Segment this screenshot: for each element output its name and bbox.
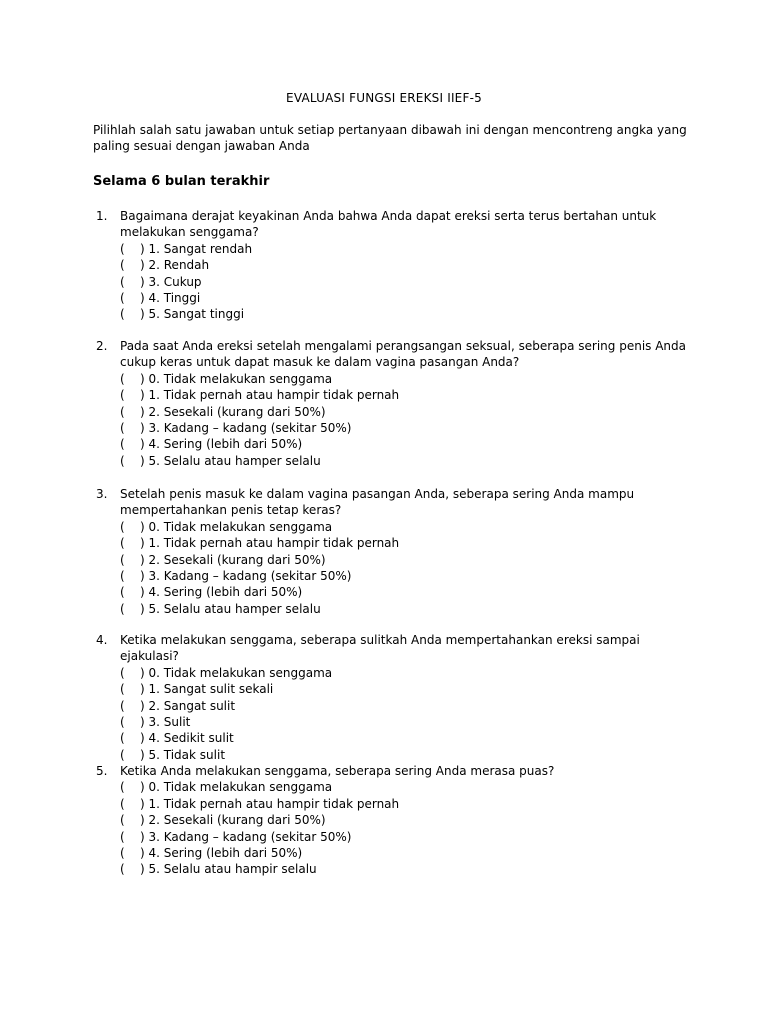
checkbox-paren[interactable]: ( (120, 241, 125, 256)
checkbox-paren[interactable]: ( (120, 536, 125, 551)
option-label: ) 3. Kadang – kadang (sekitar 50%) (140, 420, 352, 435)
option-label: ) 4. Tinggi (140, 290, 201, 305)
answer-option[interactable] (120, 552, 693, 568)
answer-option[interactable] (120, 404, 693, 420)
option-label: ) 4. Sering (lebih dari 50%) (140, 845, 303, 860)
question-text (120, 486, 693, 519)
answer-option[interactable] (120, 241, 693, 257)
option-label: ) 2. Sesekali (kurang dari 50%) (140, 813, 326, 828)
checkbox-paren[interactable]: ( (120, 552, 125, 567)
option-list (120, 371, 693, 469)
option-label: ) 4. Sering (lebih dari 50%) (140, 585, 303, 600)
checkbox-paren[interactable]: ( (120, 731, 125, 746)
question-text-line: Ketika melakukan senggama, seberapa sulitkah Anda mempertahankan ereksi sampai ejakulasi? (120, 633, 640, 664)
option-label: ) 0. Tidak melakukan senggama (140, 780, 333, 795)
instructions-line: Pilihlah salah satu jawaban untuk setiap pertanyaan dibawah ini dengan mencontreng angka yang (93, 123, 687, 137)
answer-option[interactable] (120, 796, 693, 812)
option-label: ) 1. Tidak pernah atau hampir tidak pernah (140, 796, 400, 811)
answer-option[interactable] (120, 845, 693, 861)
option-label: ) 4. Sedikit sulit (140, 731, 234, 746)
option-label: ) 3. Sulit (140, 714, 191, 729)
answer-option[interactable] (120, 371, 693, 387)
answer-option[interactable] (120, 420, 693, 436)
question-text-line: melakukan senggama? (120, 225, 259, 240)
answer-option[interactable] (120, 257, 693, 273)
instructions (93, 122, 693, 155)
option-list (120, 665, 693, 763)
option-label: ) 5. Tidak sulit (140, 747, 226, 762)
checkbox-paren[interactable]: ( (120, 829, 125, 844)
answer-option[interactable] (120, 779, 693, 795)
checkbox-paren[interactable]: ( (120, 453, 125, 468)
answer-option[interactable] (120, 730, 693, 746)
option-label: ) 1. Tidak pernah atau hampir tidak pernah (140, 536, 400, 551)
question-number: 2. (96, 339, 108, 353)
question-text (120, 338, 693, 371)
option-label: ) 2. Sangat sulit (140, 698, 236, 713)
checkbox-paren[interactable]: ( (120, 862, 125, 877)
option-label: ) 0. Tidak melakukan senggama (140, 519, 333, 534)
checkbox-paren[interactable]: ( (120, 665, 125, 680)
checkbox-paren[interactable]: ( (120, 371, 125, 386)
checkbox-paren[interactable]: ( (120, 404, 125, 419)
checkbox-paren[interactable]: ( (120, 258, 125, 273)
checkbox-paren[interactable]: ( (120, 813, 125, 828)
answer-option[interactable] (120, 747, 693, 763)
question-number: 5. (96, 764, 108, 778)
checkbox-paren[interactable]: ( (120, 274, 125, 289)
answer-option[interactable] (120, 436, 693, 452)
question-text-line: Setelah penis masuk ke dalam vagina pasangan Anda, seberapa sering Anda mampu (120, 487, 635, 501)
answer-option[interactable] (120, 584, 693, 600)
question-number: 1. (96, 209, 108, 223)
answer-option[interactable] (120, 681, 693, 697)
question-3 (93, 486, 693, 617)
checkbox-paren[interactable]: ( (120, 714, 125, 729)
question-5 (93, 763, 693, 878)
question-text-line: Pada saat Anda ereksi setelah mengalami perangsangan seksual, seberapa sering penis Anda (120, 339, 687, 353)
question-4 (93, 632, 693, 763)
checkbox-paren[interactable]: ( (120, 601, 125, 616)
option-label: ) 3. Cukup (140, 274, 202, 289)
answer-option[interactable] (120, 698, 693, 714)
checkbox-paren[interactable]: ( (120, 290, 125, 305)
option-label: ) 2. Rendah (140, 258, 210, 273)
checkbox-paren[interactable]: ( (120, 568, 125, 583)
option-list (120, 779, 693, 877)
option-label: ) 2. Sesekali (kurang dari 50%) (140, 404, 326, 419)
checkbox-paren[interactable]: ( (120, 388, 125, 403)
checkbox-paren[interactable]: ( (120, 437, 125, 452)
option-label: ) 0. Tidak melakukan senggama (140, 665, 333, 680)
checkbox-paren[interactable]: ( (120, 796, 125, 811)
question-1 (93, 208, 693, 323)
question-2 (93, 338, 693, 469)
checkbox-paren[interactable]: ( (120, 585, 125, 600)
answer-option[interactable] (120, 306, 693, 322)
option-list (120, 241, 693, 323)
checkbox-paren[interactable]: ( (120, 780, 125, 795)
question-text (120, 763, 693, 779)
answer-option[interactable] (120, 274, 693, 290)
checkbox-paren[interactable]: ( (120, 747, 125, 762)
option-label: ) 5. Selalu atau hampir selalu (140, 862, 317, 877)
answer-option[interactable] (120, 453, 693, 469)
answer-option[interactable] (120, 829, 693, 845)
option-label: ) 3. Kadang – kadang (sekitar 50%) (140, 568, 352, 583)
checkbox-paren[interactable]: ( (120, 420, 125, 435)
question-text-line: Bagaimana derajat keyakinan Anda bahwa Anda dapat ereksi serta terus bertahan untuk (120, 209, 657, 223)
answer-option[interactable] (120, 714, 693, 730)
question-text-line: cukup keras untuk dapat masuk ke dalam vagina pasangan Anda? (120, 355, 520, 370)
answer-option[interactable] (120, 601, 693, 617)
checkbox-paren[interactable]: ( (120, 698, 125, 713)
answer-option[interactable] (120, 568, 693, 584)
question-text-line: Ketika Anda melakukan senggama, seberapa sering Anda merasa puas? (120, 764, 555, 778)
section-heading: Selama 6 bulan terakhir (93, 174, 270, 189)
option-label: ) 1. Sangat sulit sekali (140, 682, 274, 697)
answer-option[interactable] (120, 387, 693, 403)
checkbox-paren[interactable]: ( (120, 845, 125, 860)
option-label: ) 5. Selalu atau hamper selalu (140, 601, 321, 616)
question-text (120, 632, 693, 665)
answer-option[interactable] (120, 812, 693, 828)
document-title: EVALUASI FUNGSI EREKSI IIEF-5 (286, 91, 482, 105)
instructions-line: paling sesuai dengan jawaban Anda (93, 139, 310, 154)
option-label: ) 2. Sesekali (kurang dari 50%) (140, 552, 326, 567)
option-label: ) 1. Sangat rendah (140, 241, 253, 256)
option-label: ) 1. Tidak pernah atau hampir tidak pernah (140, 388, 400, 403)
answer-option[interactable] (120, 519, 693, 535)
answer-option[interactable] (120, 861, 693, 877)
option-list (120, 519, 693, 617)
question-text (120, 208, 693, 241)
question-text-line: mempertahankan penis tetap keras? (120, 503, 342, 518)
checkbox-paren[interactable]: ( (120, 682, 125, 697)
option-label: ) 3. Kadang – kadang (sekitar 50%) (140, 829, 352, 844)
option-label: ) 5. Sangat tinggi (140, 307, 245, 322)
answer-option[interactable] (120, 535, 693, 551)
checkbox-paren[interactable]: ( (120, 519, 125, 534)
checkbox-paren[interactable]: ( (120, 307, 125, 322)
option-label: ) 5. Selalu atau hamper selalu (140, 453, 321, 468)
option-label: ) 4. Sering (lebih dari 50%) (140, 437, 303, 452)
answer-option[interactable] (120, 665, 693, 681)
question-number: 3. (96, 487, 108, 501)
option-label: ) 0. Tidak melakukan senggama (140, 371, 333, 386)
answer-option[interactable] (120, 290, 693, 306)
question-number: 4. (96, 633, 108, 647)
